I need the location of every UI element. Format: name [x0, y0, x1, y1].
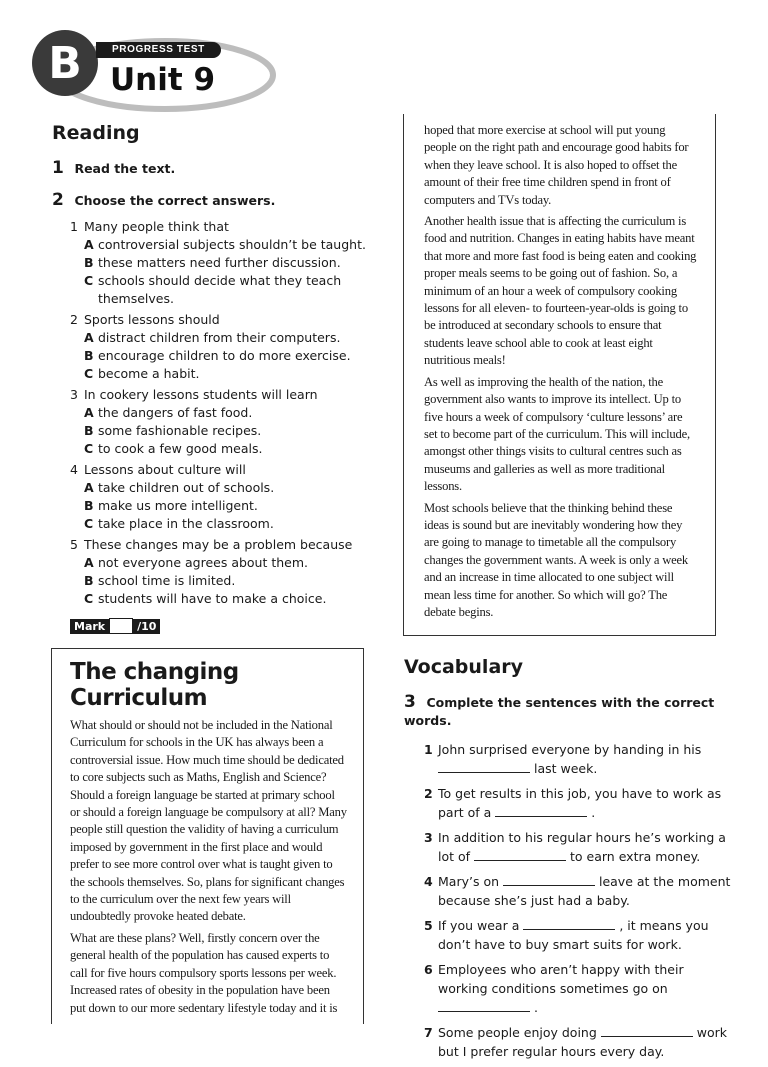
article-paragraph: Another health issue that is affecting the curriculum is food and nutrition. Changes in eating habits have meant that more and more fast food is being eaten and cooking proper meals seems to be going out of fashion. So, a minimum of an hour a week of compulsory cooking lessons for all eleven- to fourteen-year-olds is going to be introduced at secondary schools to ensure that students leave school able to cook at least eight nutritious meals! [424, 214, 697, 368]
mcq-item-stem: Lessons about culture will [84, 462, 246, 477]
option-letter: B [84, 423, 94, 438]
option-letter: A [84, 330, 94, 345]
vocab-item-number: 2 [424, 786, 433, 801]
article-paragraph: What are these plans? Well, firstly concern over the general health of the population has caused experts to call for five hours compulsory sports lessons per week. Increased rates of obesity in the population have been put down to our more sedentary lifestyle today and it is [70, 930, 338, 1015]
vocab-item-7 [424, 1023, 734, 1061]
option-letter: C [84, 366, 94, 381]
article-paragraph: What should or should not be included in the National Curriculum for schools in the UK has always been a controversial issue. How much time should be dedicated to core subjects such as Maths, English and Science? Should a foreign language be started at primary school or should a foreign language be compulsory at all? Many people still question the validity of having a curriculum imposed by government in the first place and would prefer to see more control over what is taught given to the schools themselves. So, plans for significant changes to the curriculum over the next few years will undoubtedly provoke heated debate. [70, 718, 347, 924]
option-letter: C [84, 273, 94, 288]
vocab-list [404, 740, 734, 1061]
vocab-item-number: 3 [424, 830, 433, 845]
vocabulary-section [404, 656, 734, 1067]
option-text: school time is limited. [98, 573, 236, 588]
mcq-option[interactable] [70, 329, 372, 347]
answer-blank[interactable] [495, 805, 587, 817]
question-3-instruction: Complete the sentences with the correct words. [404, 695, 715, 728]
mcq-option[interactable] [70, 272, 372, 308]
answer-blank[interactable] [474, 849, 566, 861]
vocab-item-5 [424, 916, 734, 954]
mcq-item-number: 2 [70, 312, 78, 327]
option-text: distract children from their computers. [98, 330, 341, 345]
answer-blank[interactable] [503, 874, 595, 886]
mark-label: Mark [70, 619, 109, 634]
mark-box [52, 618, 372, 634]
option-letter: B [84, 573, 94, 588]
option-letter: C [84, 441, 94, 456]
vocab-text: In addition to his regular hours he’s working a lot of [438, 830, 726, 864]
vocab-item-number: 7 [424, 1025, 433, 1040]
vocab-text: Mary’s on [438, 874, 500, 889]
mark-total: /10 [133, 619, 160, 634]
option-letter: B [84, 348, 94, 363]
mcq-option[interactable] [70, 365, 372, 383]
article-box [51, 648, 364, 1024]
vocab-text: leave at the moment because she’s just had a baby. [438, 874, 731, 908]
unit-title: Unit 9 [110, 62, 216, 98]
test-version-badge: B [48, 37, 82, 89]
option-letter: A [84, 405, 94, 420]
mcq-item-stem: In cookery lessons students will learn [84, 387, 318, 402]
option-text: students will have to make a choice. [98, 591, 327, 606]
mcq-option[interactable] [70, 572, 372, 590]
question-2 [52, 190, 372, 210]
vocab-item-number: 5 [424, 918, 433, 933]
mcq-item-4 [70, 461, 372, 533]
vocab-text: last week. [533, 761, 598, 776]
answer-blank[interactable] [601, 1025, 693, 1037]
mcq-item-number: 4 [70, 462, 78, 477]
option-text: make us more intelligent. [98, 498, 258, 513]
mark-score-field[interactable] [109, 618, 133, 634]
mcq-item-number: 3 [70, 387, 78, 402]
mcq-item-number: 5 [70, 537, 78, 552]
question-3 [404, 692, 734, 730]
vocab-text: to earn extra money. [570, 849, 701, 864]
mcq-option[interactable] [70, 422, 372, 440]
vocab-item-number: 1 [424, 742, 433, 757]
vocab-item-6 [424, 960, 734, 1017]
option-text: take place in the classroom. [98, 516, 274, 531]
vocab-text: If you wear a [438, 918, 520, 933]
mcq-option[interactable] [70, 236, 372, 254]
question-1-instruction: Read the text. [74, 161, 176, 176]
answer-blank[interactable] [438, 761, 530, 773]
vocab-text: , it means you don’t have to buy smart suits for work. [438, 918, 709, 952]
article-continuation-box [403, 114, 716, 636]
question-2-instruction: Choose the correct answers. [74, 193, 276, 208]
vocab-item-number: 6 [424, 962, 433, 977]
mcq-item-stem: Sports lessons should [84, 312, 220, 327]
option-text: controversial subjects shouldn’t be taught. [98, 237, 366, 252]
option-text: to cook a few good meals. [98, 441, 263, 456]
progress-test-label: PROGRESS TEST [96, 42, 221, 58]
mcq-option[interactable] [70, 347, 372, 365]
question-3-number: 3 [404, 692, 416, 712]
vocab-item-2 [424, 784, 734, 822]
option-letter: B [84, 498, 94, 513]
option-text: take children out of schools. [98, 480, 275, 495]
answer-blank[interactable] [438, 1000, 530, 1012]
question-2-number: 2 [52, 190, 64, 210]
option-letter: C [84, 591, 94, 606]
option-letter: A [84, 237, 94, 252]
mcq-option[interactable] [70, 590, 372, 608]
option-letter: A [84, 480, 94, 495]
reading-heading: Reading [52, 122, 140, 144]
option-letter: B [84, 255, 94, 270]
mcq-list [52, 218, 372, 608]
mcq-option[interactable] [70, 515, 372, 533]
question-1 [52, 158, 372, 178]
mcq-item-stem: These changes may be a problem because [84, 537, 353, 552]
article-title: The changing Curriculum [70, 659, 239, 711]
mcq-item-number: 1 [70, 219, 78, 234]
question-1-number: 1 [52, 158, 64, 178]
mcq-option[interactable] [70, 254, 372, 272]
mcq-option[interactable] [70, 440, 372, 458]
vocab-text: . [533, 1000, 538, 1015]
option-text: some fashionable recipes. [98, 423, 262, 438]
vocab-text: Employees who aren’t happy with their working conditions sometimes go on [438, 962, 684, 996]
mcq-item-stem: Many people think that [84, 219, 229, 234]
vocabulary-heading: Vocabulary [404, 656, 524, 678]
vocab-item-number: 4 [424, 874, 433, 889]
option-text: become a habit. [98, 366, 200, 381]
option-letter: C [84, 516, 94, 531]
answer-blank[interactable] [523, 918, 615, 930]
mcq-option[interactable] [70, 479, 372, 497]
vocab-item-4 [424, 872, 734, 910]
mcq-item-2 [70, 311, 372, 383]
vocab-text: John surprised everyone by handing in his [438, 742, 702, 757]
option-text: the dangers of fast food. [98, 405, 253, 420]
option-text: these matters need further discussion. [98, 255, 341, 270]
option-letter: A [84, 555, 94, 570]
vocab-item-3 [424, 828, 734, 866]
article-paragraph: As well as improving the health of the nation, the government also wants to improve its intellect. Up to five hours a week of compulsory ‘culture lessons’ are set to become part of the curriculum. This will include, amongst other things visits to cultural centres such as museums and galleries as well as more traditional lessons. [424, 374, 690, 494]
vocab-text: work but I prefer regular hours every day. [438, 1025, 728, 1059]
article-paragraph: hoped that more exercise at school will put young people on the right path and encourage good habits for when they leave school. It is also hoped to offset the amount of their free time children spend in front of computers and TVs today. [424, 123, 689, 207]
vocab-text: Some people enjoy doing [438, 1025, 597, 1040]
option-text: encourage children to do more exercise. [98, 348, 351, 363]
mcq-option[interactable] [70, 404, 372, 422]
mcq-option[interactable] [70, 497, 372, 515]
vocab-text: . [591, 805, 596, 820]
vocab-item-1 [424, 740, 734, 778]
option-text: not everyone agrees about them. [98, 555, 309, 570]
article-paragraph: Most schools believe that the thinking behind these ideas is sound but are inevitably wondering how they are going to manage to timetable all the compulsory changes the government wants. A week is only a week and an increase in time allocated to one subject will mean less time for another. So which will go? The debate begins. [424, 500, 688, 619]
mcq-item-5 [70, 536, 372, 608]
mcq-item-1 [70, 218, 372, 308]
vocab-text: To get results in this job, you have to work as part of a [438, 786, 722, 820]
mcq-item-3 [70, 386, 372, 458]
reading-section [52, 122, 372, 634]
mcq-option[interactable] [70, 554, 372, 572]
option-text: schools should decide what they teach themselves. [98, 273, 342, 306]
